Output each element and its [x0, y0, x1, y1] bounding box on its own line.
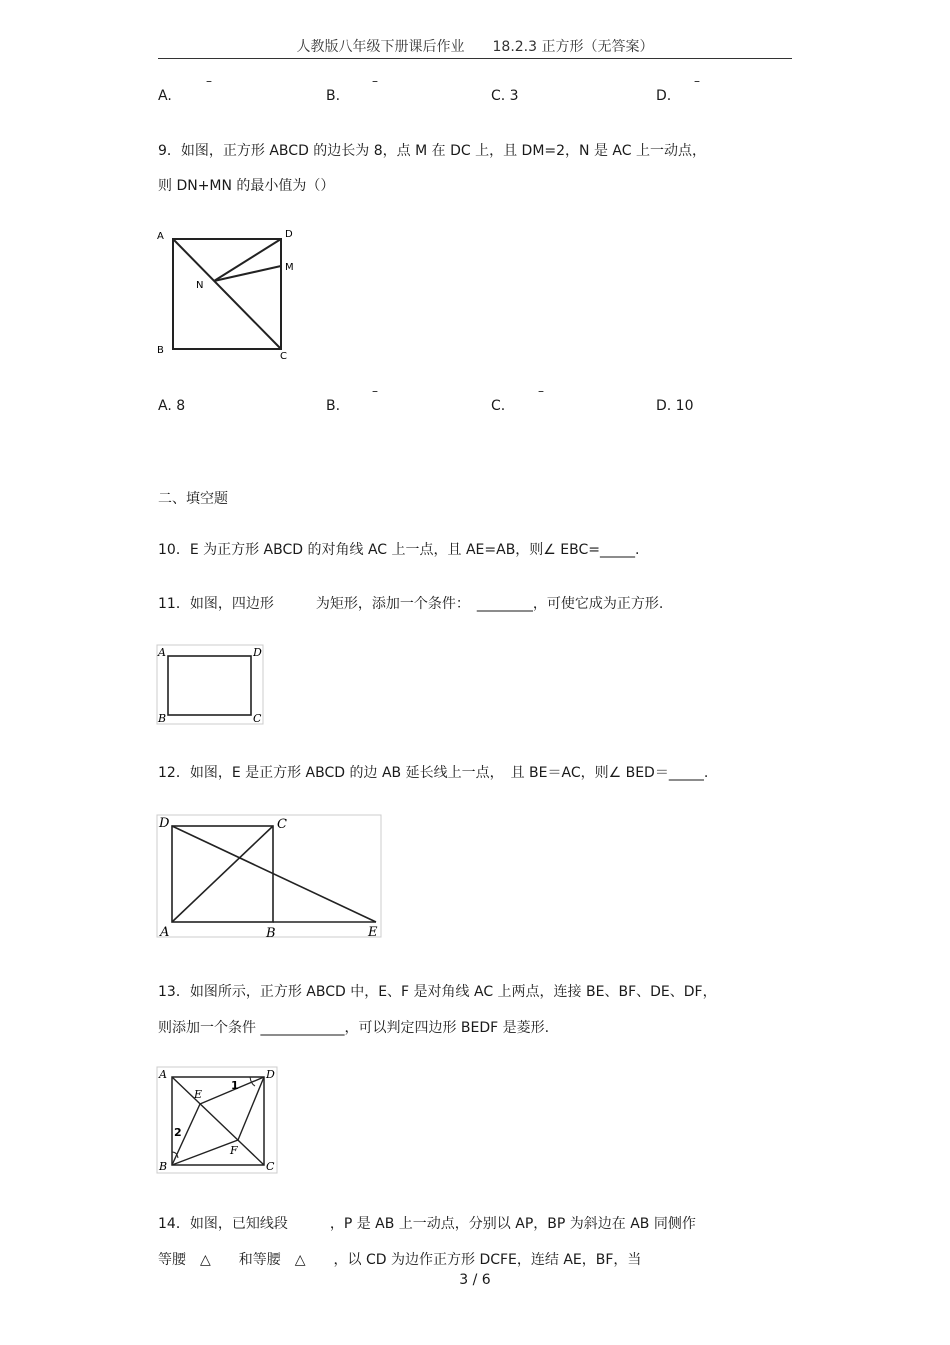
q9-line1: 9．如图，正方形 ABCD 的边长为 8，点 M 在 DC 上，且 DM=2，N 是 AC 上一动点， [158, 143, 706, 159]
q13-label-f: F [230, 1144, 238, 1157]
q9-segment-nm [214, 266, 281, 281]
q11-label-c: C [253, 712, 262, 725]
q11-rectangle [168, 656, 251, 715]
q8-option-b: B. [326, 88, 341, 104]
q8-option-a-dash: – [206, 74, 212, 88]
q12-label-c: C [277, 817, 287, 832]
q12-diagonal-ac [172, 826, 273, 922]
page-header: 人教版八年级下册课后作业 18.2.3 正方形（无答案） [296, 39, 654, 55]
q9-figure [152, 224, 302, 364]
q13-figure [156, 1066, 280, 1176]
q9-label-c: C [280, 351, 287, 362]
q9-option-a: A. 8 [158, 398, 186, 414]
q13-label-angle-2: 2 [174, 1126, 182, 1139]
q9-option-d: D. 10 [656, 398, 694, 414]
q13-line1: 13．如图所示，正方形 ABCD 中，E、F 是对角线 AC 上两点，连接 BE、BF、DE、DF， [158, 984, 717, 1000]
q9-label-d: D [285, 229, 293, 240]
q13-label-a: A [159, 1068, 167, 1081]
q11-label-d: D [253, 646, 262, 659]
header-rule [158, 58, 792, 59]
section-title-fill-in: 二、填空题 [158, 491, 228, 507]
q9-diagonal-ac [173, 239, 281, 349]
q12-label-b: B [266, 926, 276, 940]
q12-label-a: A [160, 925, 170, 940]
q9-option-b: B. [326, 398, 341, 414]
page-number: 3 / 6 [459, 1272, 491, 1288]
q9-option-c-dash: – [538, 384, 544, 398]
q9-option-b-dash: – [372, 384, 378, 398]
q11-text: 11．如图，四边形 为矩形，添加一个条件： ________，可使它成为正方形. [158, 596, 664, 612]
q13-label-b: B [159, 1160, 168, 1173]
q8-option-a: A. [158, 88, 172, 104]
q9-label-n: N [196, 280, 204, 291]
q14-line1: 14．如图，已知线段 ，P 是 AB 上一动点，分别以 AP，BP 为斜边在 AB 同侧作 [158, 1216, 696, 1232]
q9-label-m: M [285, 262, 294, 273]
q12-label-d: D [159, 816, 170, 831]
q9-option-c: C. [491, 398, 506, 414]
q13-diagonal-ac [172, 1077, 264, 1165]
q14-line2: 等腰 △ 和等腰 △ ，以 CD 为边作正方形 DCFE，连结 AE，BF，当 [158, 1252, 642, 1268]
q11-figure [156, 644, 266, 726]
q13-label-angle-1: 1 [231, 1079, 239, 1092]
q9-label-a: A [157, 231, 164, 242]
q8-option-c: C. 3 [491, 88, 519, 104]
q13-label-e: E [194, 1088, 203, 1101]
q11-label-a: A [158, 646, 166, 659]
q8-option-d: D. [656, 88, 672, 104]
q9-label-b: B [157, 345, 164, 356]
q13-label-d: D [266, 1068, 275, 1081]
q12-segment-de [172, 826, 376, 922]
q12-figure-frame [157, 815, 381, 937]
q9-segment-nd [214, 239, 281, 281]
q11-label-b: B [158, 712, 167, 725]
q12-text: 12．如图，E 是正方形 ABCD 的边 AB 延长线上一点， 且 BE＝AC，则∠ BED＝_____. [158, 765, 709, 781]
q13-line2: 则添加一个条件 ____________，可以判定四边形 BEDF 是菱形. [158, 1020, 550, 1036]
q13-label-c: C [266, 1160, 275, 1173]
q8-option-d-dash: – [694, 74, 700, 88]
q9-line2: 则 DN+MN 的最小值为（） [158, 178, 335, 194]
q12-label-e: E [368, 925, 378, 940]
q8-option-b-dash: – [372, 74, 378, 88]
q12-figure [156, 814, 384, 940]
q10-text: 10．E 为正方形 ABCD 的对角线 AC 上一点，且 AE=AB，则∠ EBC=_____. [158, 542, 640, 558]
q11-figure-frame [157, 645, 263, 724]
